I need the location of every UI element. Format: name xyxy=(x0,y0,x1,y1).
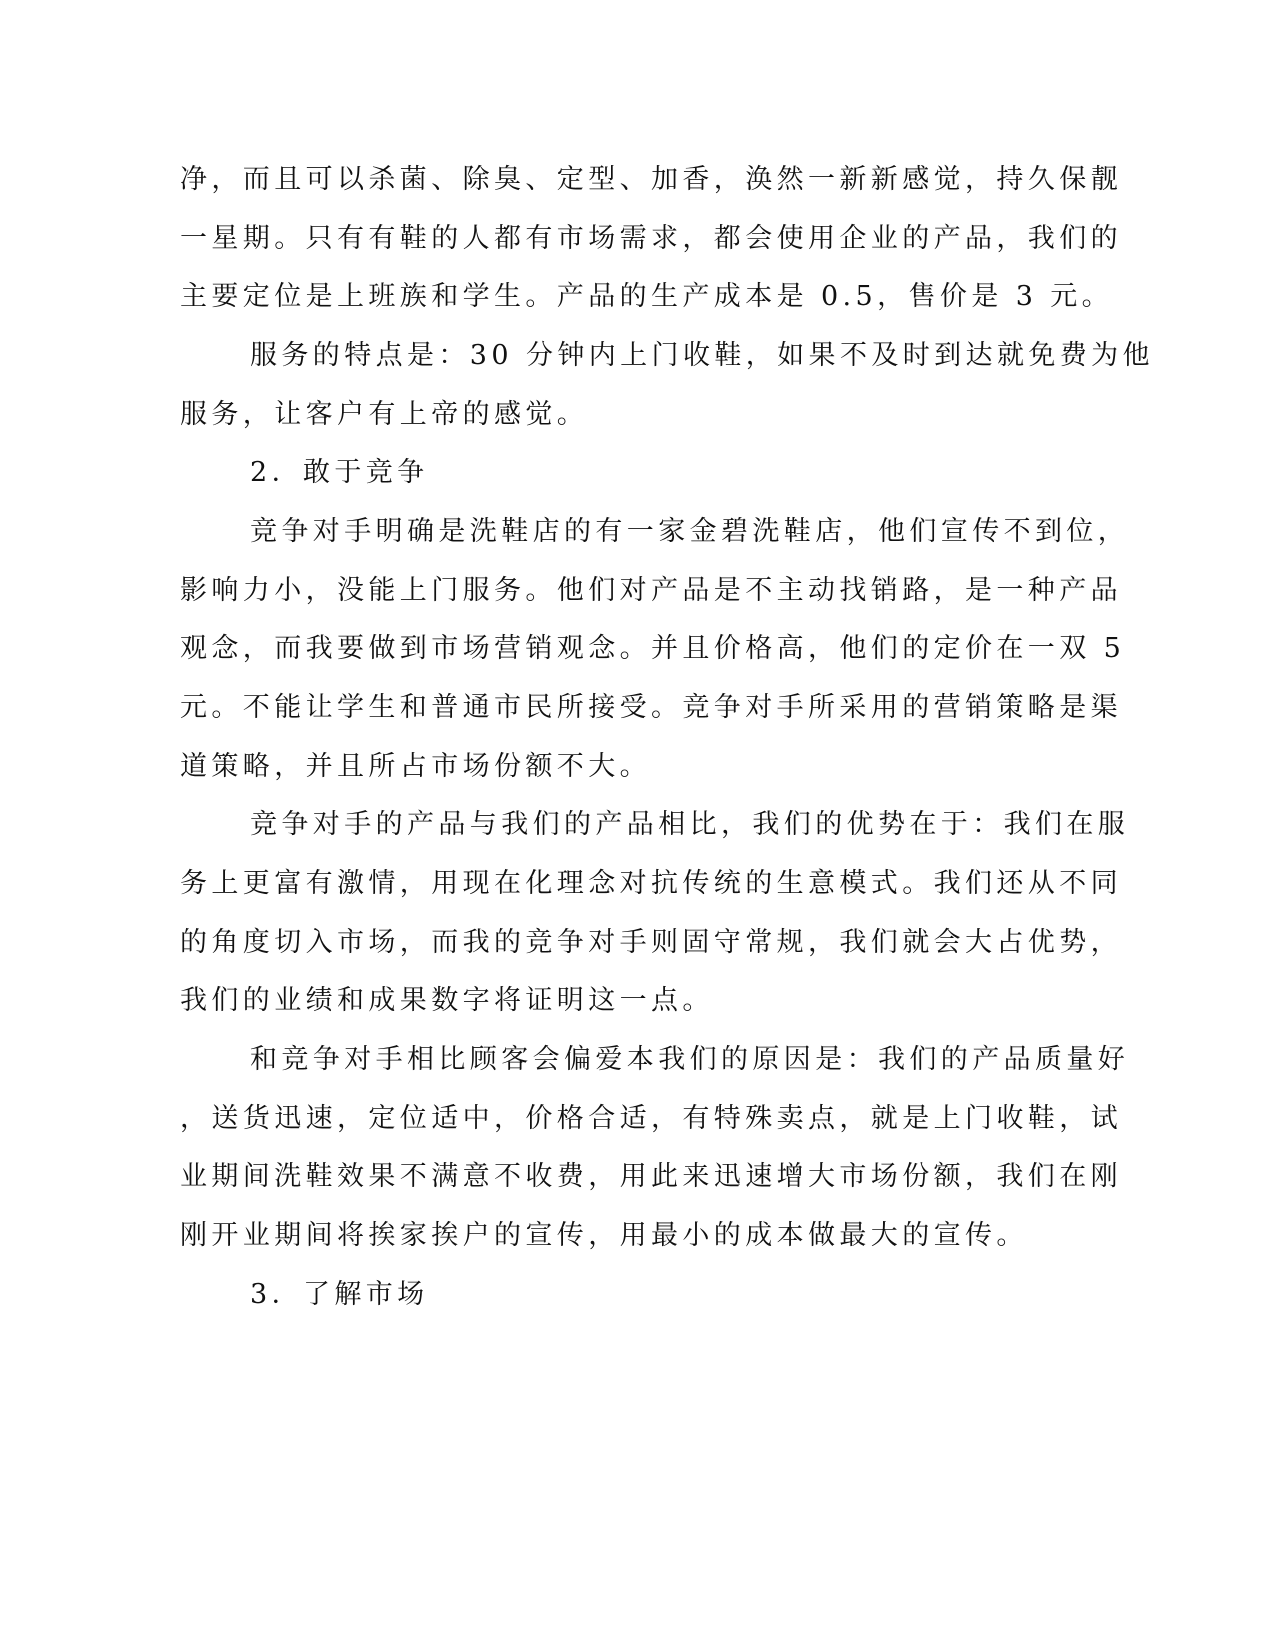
text-line: 务上更富有激情，用现在化理念对抗传统的生意模式。我们还从不同 xyxy=(180,868,1122,899)
section-heading: 2．敢于竞争 xyxy=(250,457,429,488)
text-line: 我们的业绩和成果数字将证明这一点。 xyxy=(180,985,714,1016)
text-line: 观念，而我要做到市场营销观念。并且价格高，他们的定价在一双 5 xyxy=(180,633,1126,664)
text-line: 刚开业期间将挨家挨户的宣传，用最小的成本做最大的宣传。 xyxy=(180,1220,1028,1251)
text-line: 服务的特点是：30 分钟内上门收鞋，如果不及时到达就免费为他 xyxy=(250,340,1154,371)
text-line: 影响力小，没能上门服务。他们对产品是不主动找销路，是一种产品 xyxy=(180,575,1122,606)
text-line: 竞争对手明确是洗鞋店的有一家金碧洗鞋店，他们宣传不到位， xyxy=(250,516,1130,547)
text-line: 元。不能让学生和普通市民所接受。竞争对手所采用的营销策略是渠 xyxy=(180,692,1122,723)
text-line: 服务，让客户有上帝的感觉。 xyxy=(180,399,589,430)
text-line: 一星期。只有有鞋的人都有市场需求，都会使用企业的产品，我们的 xyxy=(180,223,1122,254)
text-line: ，送货迅速，定位适中，价格合适，有特殊卖点，就是上门收鞋，试 xyxy=(180,1103,1122,1134)
text-line: 道策略，并且所占市场份额不大。 xyxy=(180,751,651,782)
text-line: 的角度切入市场，而我的竞争对手则固守常规，我们就会大占优势， xyxy=(180,927,1122,958)
text-line: 和竞争对手相比顾客会偏爱本我们的原因是：我们的产品质量好 xyxy=(250,1044,1130,1075)
text-line: 业期间洗鞋效果不满意不收费，用此来迅速增大市场份额，我们在刚 xyxy=(180,1161,1122,1192)
text-line: 竞争对手的产品与我们的产品相比，我们的优势在于：我们在服 xyxy=(250,809,1130,840)
text-line: 主要定位是上班族和学生。产品的生产成本是 0.5，售价是 3 元。 xyxy=(180,281,1114,312)
text-line: 净，而且可以杀菌、除臭、定型、加香，涣然一新新感觉，持久保靓 xyxy=(180,164,1122,195)
section-heading: 3．了解市场 xyxy=(250,1279,429,1310)
